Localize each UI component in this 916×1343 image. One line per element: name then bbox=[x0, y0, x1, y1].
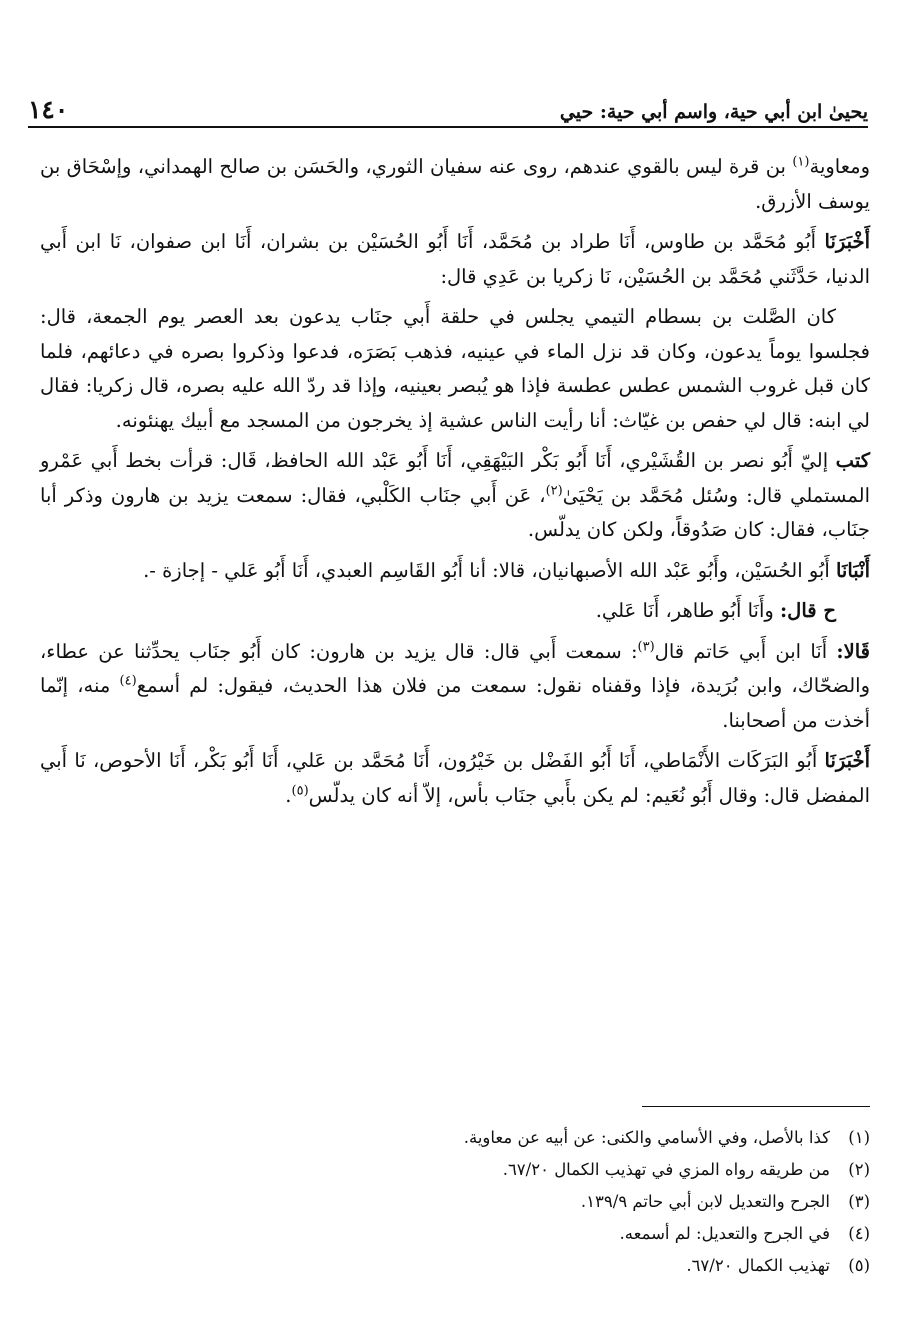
footnote-text: كذا بالأصل، وفي الأسامي والكنى: عن أبيه عن معاوية. bbox=[463, 1128, 830, 1147]
paragraph-text: : سمعت أَبي قال: قال يزيد بن هارون: كان أَبُو جنَاب يحدِّثنا عن عطاء، والضحّاك، وابن بُرَيدة، فإذا وقفناه نقول: سمعت من فلان هذا الحديث، فيقول: لم أسمع bbox=[40, 639, 870, 697]
footnote-2 bbox=[40, 1154, 870, 1186]
footnote-number: (٢) bbox=[848, 1160, 870, 1179]
narration-lead: ح قال: bbox=[779, 599, 836, 622]
paragraph-6 bbox=[40, 594, 870, 629]
footnote-ref-4: (٤) bbox=[119, 673, 137, 689]
footnote-text: من طريقه رواه المزي في تهذيب الكمال ٦٧/٢٠. bbox=[502, 1160, 830, 1179]
footnote-number: (٤) bbox=[848, 1224, 870, 1243]
paragraph-text: . bbox=[285, 783, 292, 807]
header-rule bbox=[28, 126, 868, 128]
paragraph-text: أَبُو مُحَمَّد بن طاوس، أَنَا طراد بن مُحَمَّد، أَنَا أَبُو الحُسَيْن بن بشران، أَنَا ابن صفوان، نَا ابن أَبي الدنيا، حَدَّثَني مُحَمَّد بن الحُسَيْن، نَا زكريا بن عَدِي قال: bbox=[40, 230, 870, 288]
footnotes bbox=[40, 1122, 870, 1282]
paragraph-text: ومعاوية bbox=[809, 155, 870, 178]
paragraph-text: أَنَا ابن أَبي حَاتم قال bbox=[654, 639, 837, 663]
footnote-4 bbox=[40, 1218, 870, 1250]
paragraph-3 bbox=[40, 300, 870, 438]
footnote-number: (١) bbox=[848, 1128, 870, 1147]
paragraph-text: وأَنَا أَبُو طاهر، أَنَا عَلي. bbox=[595, 599, 780, 622]
paragraph-text: كان الصَّلت بن بسطام التيمي يجلس في حلقة أَبي جنَاب يدعون بعد العصر يوم الجمعة، قال: فجلسوا يوماً يدعون، وكان قد نزل الماء في عينيه، فذهب بَصَرَه، فدعوا وذكروا بصره في دعائهم، فلما كان قبل غروب الشمس عطس عطسة فإذا هو يُبصر بعينيه، وإذا قد ردّ الله عليه بصره، قال زكريا: فقال لي ابنه: قال لي حفص بن غيّاث: أنا رأيت الناس عشية إذ يخرجون من المسجد مع أبيك يهنئونه. bbox=[40, 305, 870, 432]
footnote-text: في الجرح والتعديل: لم أسمعه. bbox=[619, 1224, 830, 1243]
main-text bbox=[40, 150, 870, 819]
page-number: ١٤٠ bbox=[28, 95, 69, 124]
footnote-1 bbox=[40, 1122, 870, 1154]
paragraph-5 bbox=[40, 554, 870, 589]
footnote-5 bbox=[40, 1250, 870, 1282]
narration-lead: قَالا: bbox=[836, 639, 870, 663]
page-header bbox=[28, 82, 868, 122]
footnote-ref-5: (٥) bbox=[291, 783, 309, 798]
paragraph-text: بن قرة ليس بالقوي عندهم، روى عنه سفيان الثوري، والحَسَن بن صالح الهمداني، وإسْحَاق بن يوسف الأزرق. bbox=[40, 155, 870, 213]
narration-lead: كتب bbox=[835, 449, 870, 472]
footnote-separator bbox=[642, 1106, 870, 1107]
narration-lead: أَنْبَانَا bbox=[835, 558, 870, 582]
footnote-3 bbox=[40, 1186, 870, 1218]
paragraph-text: أَبُو الحُسَيْن، وأَبُو عَبْد الله الأصبهانيان، قالا: أنا أَبُو القَاسِم العبدي، أَنَا أَبُو عَلي - إجازة -. bbox=[143, 558, 836, 582]
paragraph-2 bbox=[40, 225, 870, 294]
narration-lead: أَخْبَرَنَا bbox=[824, 749, 870, 772]
paragraph-text: ، عَن أَبي جنَاب الكَلْبي، فقال: سمعت يزيد بن هارون وذكر أبا جنَاب، فقال: كان صَدُوقاً، ولكن كان يدلّس. bbox=[40, 483, 870, 541]
footnote-text: الجرح والتعديل لابن أبي حاتم ١٣٩/٩. bbox=[580, 1192, 830, 1211]
footnote-text: تهذيب الكمال ٦٧/٢٠. bbox=[686, 1256, 830, 1275]
paragraph-8 bbox=[40, 744, 870, 813]
running-title: يحيىٰ ابن أبي حية، واسم أبي حية: حيي bbox=[559, 101, 868, 123]
paragraph-7 bbox=[40, 635, 870, 739]
paragraph-1 bbox=[40, 150, 870, 219]
narration-lead: أَخْبَرَنَا bbox=[824, 230, 870, 253]
paragraph-4 bbox=[40, 444, 870, 548]
footnote-number: (٥) bbox=[848, 1256, 870, 1275]
footnote-ref-3: (٣) bbox=[637, 639, 655, 654]
footnote-ref-2: (٢) bbox=[545, 483, 563, 498]
footnote-ref-1: (١) bbox=[792, 154, 810, 170]
paragraph-text: منه، إنّما أخذت من أصحابنا. bbox=[40, 674, 870, 732]
footnote-number: (٣) bbox=[848, 1192, 870, 1211]
paragraph-text: أَبُو البَرَكَات الأَنْمَاطي، أَنَا أَبُو الفَضْل بن خَيْرُون، أَنَا مُحَمَّد بن عَلي، أَنَا أَبُو بَكْر، أَنَا الأحوص، نَا أَبي المفضل قال: وقال أَبُو نُعَيم: لم يكن بأَبي جنَاب بأس، إلاّ أنه كان يدلّس bbox=[40, 749, 870, 807]
paragraph-text: إليّ أَبُو نصر بن القُشَيْري، أَنَا أَبُو بَكْر البَيْهَقِي، أَنَا أَبُو عَبْد الله الحافظ، قَال: قرأت بخط أَبي عَمْرو المستملي قال: وسُئل مُحَمَّد بن يَحْيَىٰ bbox=[40, 449, 870, 507]
